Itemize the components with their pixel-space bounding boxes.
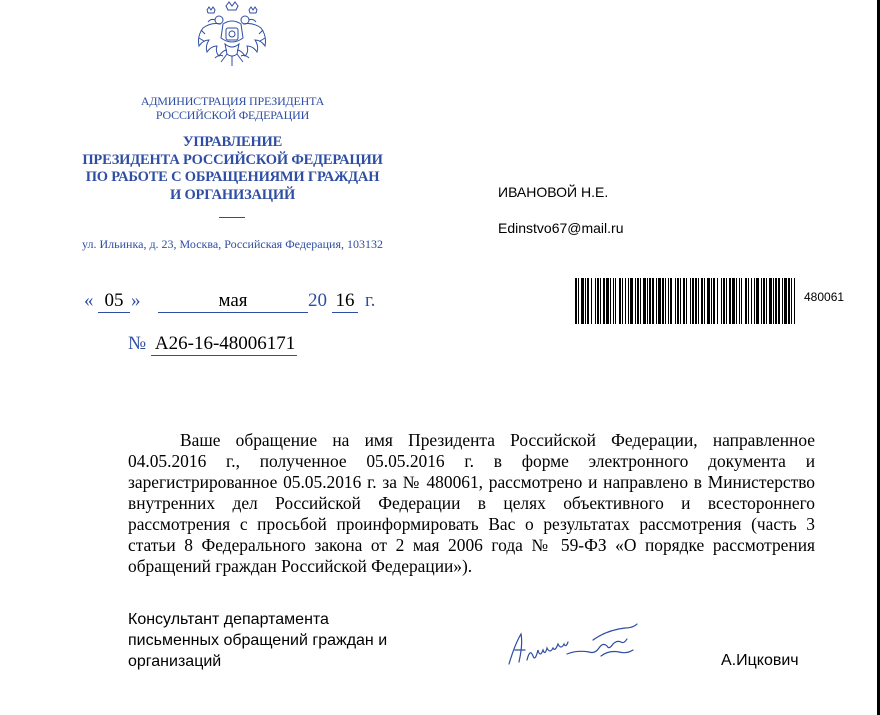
- department-line-1: УПРАВЛЕНИЕ: [182, 134, 283, 150]
- date-day: 05: [98, 290, 130, 313]
- barcode-bar: [677, 278, 679, 324]
- barcode-bar: [794, 278, 795, 324]
- barcode-bar: [686, 278, 687, 324]
- barcode-bar: [701, 278, 703, 324]
- barcode-bar: [782, 278, 783, 324]
- signer-position-line-1: Консультант департамента: [128, 611, 329, 628]
- barcode-bar: [613, 278, 614, 324]
- barcode-bar: [622, 278, 623, 324]
- barcode-bar: [748, 278, 749, 324]
- date-year-prefix: 20: [308, 290, 327, 311]
- department-divider: [219, 217, 245, 218]
- recipient-email: Edinstvo67@mail.ru: [498, 220, 624, 236]
- barcode-bar: [652, 278, 654, 324]
- barcode-bar: [729, 278, 731, 324]
- department-line-2: ПРЕЗИДЕНТА РОССИЙСКОЙ ФЕДЕРАЦИИ: [82, 151, 383, 168]
- barcode-bar: [606, 278, 609, 324]
- barcode-bar: [695, 278, 697, 324]
- barcode-bar: [637, 278, 639, 324]
- department-line-4: И ОРГАНИЗАЦИЙ: [169, 186, 296, 203]
- barcode-bar: [597, 278, 599, 324]
- barcode-bar: [603, 278, 605, 324]
- reference-number-value: А26-16-48006171: [151, 333, 297, 356]
- barcode-bar: [741, 278, 742, 324]
- barcode-bar: [713, 278, 715, 324]
- date-close-quote: »: [131, 290, 141, 311]
- barcode-bar: [647, 278, 648, 324]
- barcode-bar: [640, 278, 641, 324]
- signer-position: [128, 609, 428, 672]
- barcode-bar: [662, 278, 664, 324]
- handwritten-signature-icon: [505, 620, 645, 670]
- barcode-bar: [754, 278, 755, 324]
- barcode-bar: [721, 278, 722, 324]
- letter-body: [128, 430, 815, 577]
- number-sign: №: [128, 333, 147, 354]
- barcode-bar: [643, 278, 646, 324]
- body-paragraph: Ваше обращение на имя Президента Российской Федерации, направленное 04.05.2016 г., полученное 05.05.2016 г. в форме электронного документа и зарегистрированное 05.05.2016 г. за № 480061, рассмотрено и направлено в Министерство внутренних дел Российской Федерации в целях объективного и всестороннего рассмотрения с просьбой проинформировать Вас о результатах рассмотрения (часть 3 статьи 8 Федерального закона от 2 мая 2006 года № 59-ФЗ «О порядке рассмотрения обращений граждан Российской Федерации»).: [128, 430, 815, 576]
- barcode-bar: [665, 278, 666, 324]
- barcode-bar: [649, 278, 651, 324]
- signer-position-line-3: организаций: [128, 653, 222, 670]
- barcode-bar: [587, 278, 589, 324]
- barcode-bar: [628, 278, 629, 324]
- department-line-3: ПО РАБОТЕ С ОБРАЩЕНИЯМИ ГРАЖДАН: [85, 169, 380, 185]
- administration-line-2: РОССИЙСКОЙ ФЕДЕРАЦИИ: [155, 108, 310, 122]
- barcode-bar: [751, 278, 752, 324]
- barcode-bar: [692, 278, 694, 324]
- barcode-icon: [575, 278, 795, 324]
- barcode-bar: [615, 278, 616, 324]
- barcode-bar: [595, 278, 596, 324]
- barcode-bar: [630, 278, 633, 324]
- barcode-bar: [711, 278, 712, 324]
- date-year-abbrev: г.: [365, 290, 376, 311]
- barcode-bar: [756, 278, 759, 324]
- barcode-bar: [585, 278, 586, 324]
- barcode-bar: [581, 278, 584, 324]
- barcode-bar: [739, 278, 740, 324]
- barcode-bar: [723, 278, 725, 324]
- barcode-bar: [656, 278, 657, 324]
- barcode-bar: [658, 278, 661, 324]
- barcode-bar: [670, 278, 672, 324]
- barcode-bar: [778, 278, 780, 324]
- barcode-bar: [635, 278, 636, 324]
- letterhead-address: ул. Ильинка, д. 23, Москва, Российская Федерация, 103132: [82, 237, 383, 251]
- barcode-bar: [745, 278, 747, 324]
- barcode-bar: [775, 278, 777, 324]
- barcode-bar: [769, 278, 772, 324]
- barcode-bar: [575, 278, 577, 324]
- barcode-bar: [763, 278, 765, 324]
- barcode-bar: [680, 278, 681, 324]
- date-year-suffix: 16: [332, 290, 358, 313]
- signer-position-line-2: письменных обращений граждан и: [128, 632, 388, 649]
- date-open-quote: «: [84, 290, 94, 311]
- barcode-bar: [732, 278, 735, 324]
- barcode-bar: [668, 278, 669, 324]
- barcode-bar: [766, 278, 767, 324]
- barcode-bar: [591, 278, 592, 324]
- barcode-number: 480061: [804, 290, 845, 304]
- barcode-bar: [625, 278, 626, 324]
- barcode-bar: [788, 278, 790, 324]
- administration-title: [100, 94, 365, 122]
- recipient-name: ИВАНОВОЙ Н.Е.: [498, 184, 609, 200]
- barcode-bar: [773, 278, 774, 324]
- barcode-bar: [610, 278, 611, 324]
- barcode-bar: [675, 278, 676, 324]
- date-month: мая: [158, 290, 308, 313]
- barcode-bar: [690, 278, 691, 324]
- barcode-bar: [707, 278, 710, 324]
- barcode-bar: [717, 278, 718, 324]
- administration-line-1: АДМИНИСТРАЦИЯ ПРЕЗИДЕНТА: [140, 94, 325, 108]
- barcode-bar: [683, 278, 685, 324]
- department-title: [55, 134, 410, 204]
- barcode-bar: [698, 278, 699, 324]
- barcode-bar: [784, 278, 787, 324]
- barcode-bar: [761, 278, 762, 324]
- barcode-bar: [736, 278, 737, 324]
- barcode-bar: [726, 278, 727, 324]
- signer-name: А.Ицкович: [721, 652, 799, 669]
- barcode-bar: [619, 278, 621, 324]
- barcode-bar: [600, 278, 601, 324]
- barcode-bar: [578, 278, 579, 324]
- double-headed-eagle-coat-of-arms-icon: [193, 0, 271, 72]
- reference-number: [128, 333, 297, 355]
- barcode-bar: [791, 278, 792, 324]
- barcode-bar: [704, 278, 705, 324]
